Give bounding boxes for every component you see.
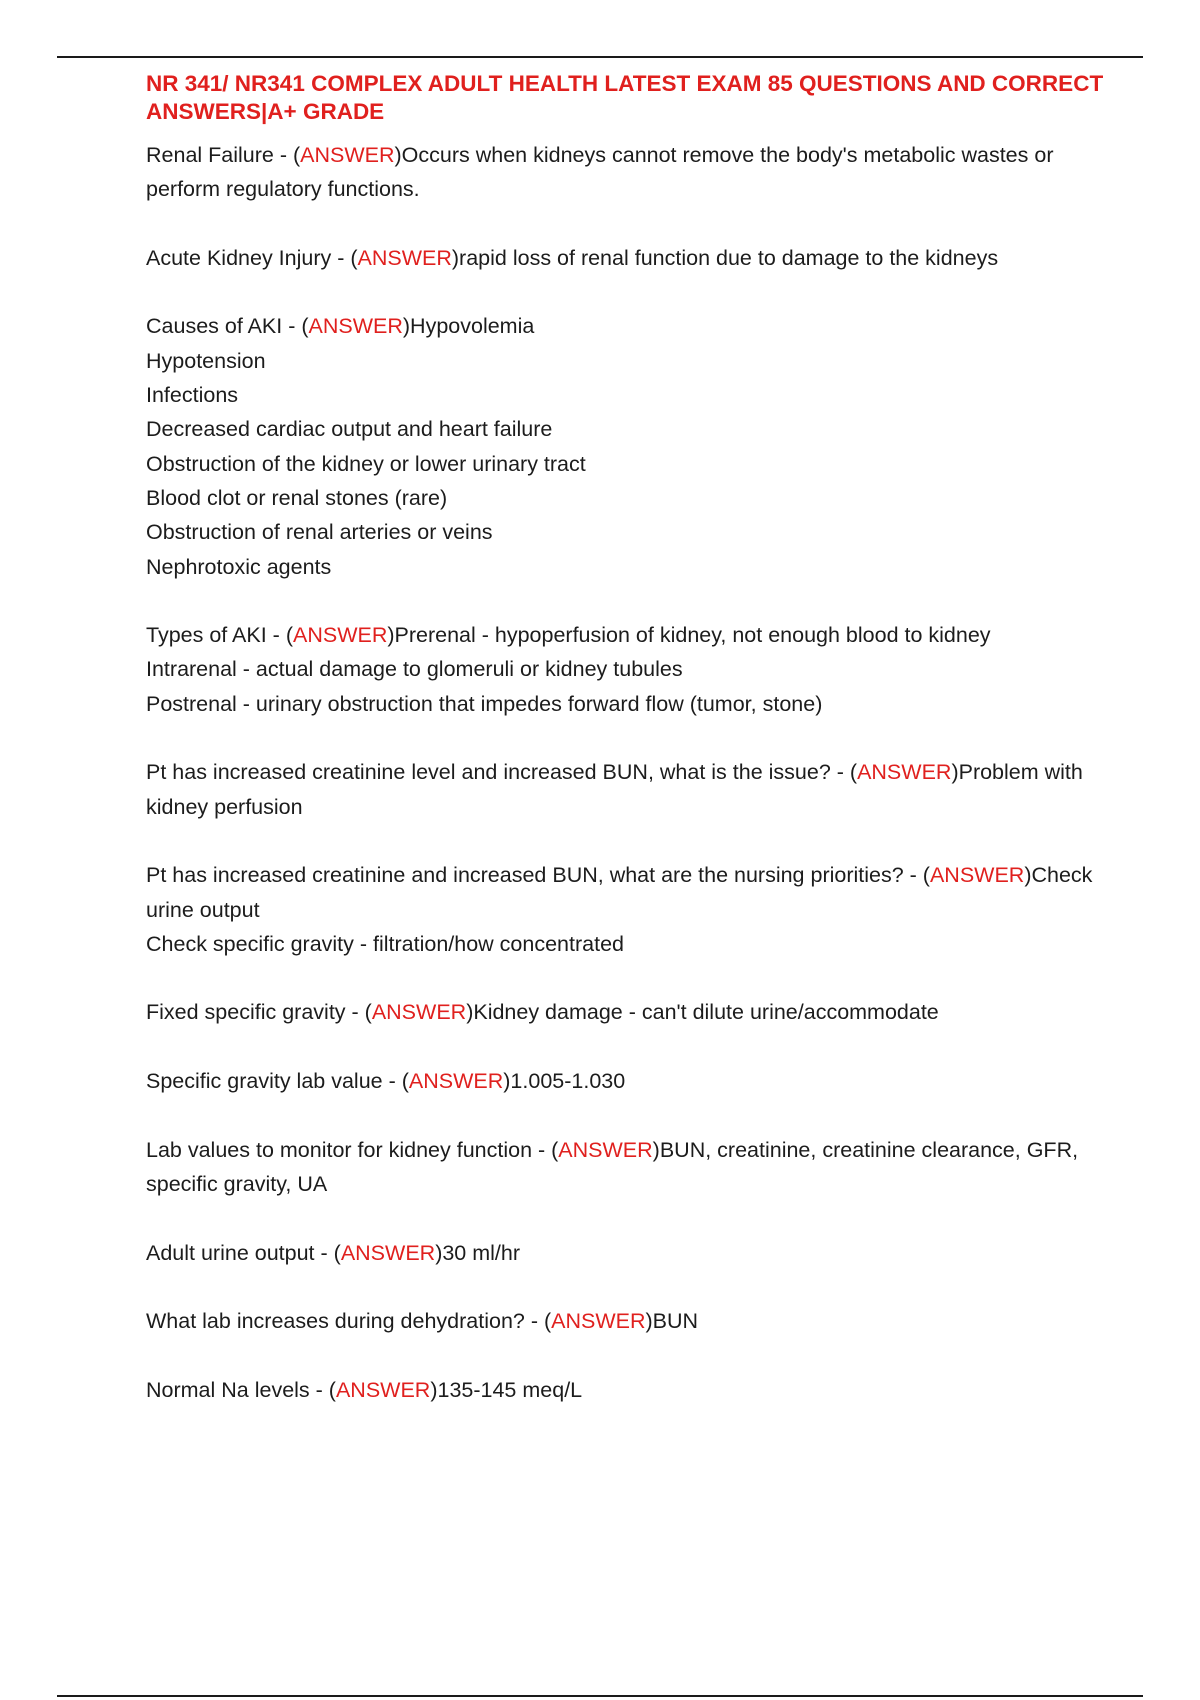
answer-text: )Hypovolemia <box>402 314 535 339</box>
qa-first-line <box>146 755 1106 824</box>
question-text: Adult urine output - ( <box>146 1240 341 1265</box>
qa-item <box>146 138 1106 207</box>
qa-item <box>146 1304 1106 1338</box>
qa-item <box>146 858 1106 961</box>
answer-continuation-line: Nephrotoxic agents <box>146 554 332 579</box>
qa-item <box>146 618 1106 721</box>
answer-label: ANSWER <box>551 1309 646 1334</box>
qa-item <box>146 1133 1106 1202</box>
qa-item <box>146 309 1106 583</box>
qa-first-line <box>146 995 1106 1029</box>
answer-label: ANSWER <box>558 1137 653 1162</box>
document-title: NR 341/ NR341 COMPLEX ADULT HEALTH LATEST EXAM 85 QUESTIONS AND CORRECT ANSWERS|A+ GRADE <box>146 71 1104 124</box>
answer-continuation-line: Blood clot or renal stones (rare) <box>146 485 448 510</box>
answer-continuation-line: Postrenal - urinary obstruction that impedes forward flow (tumor, stone) <box>146 691 823 716</box>
answer-continuation-line: Infections <box>146 383 239 408</box>
qa-first-line <box>146 1064 1106 1098</box>
qa-list <box>146 138 1106 1407</box>
answer-label: ANSWER <box>857 760 952 785</box>
question-text: Renal Failure - ( <box>146 143 301 167</box>
question-text: Lab values to monitor for kidney function - ( <box>146 1137 559 1162</box>
answer-text: )Kidney damage - can't dilute urine/accommodate <box>466 1000 939 1025</box>
answer-text: )Check urine output <box>146 863 1093 922</box>
answer-text: )Problem with kidney perfusion <box>146 760 1083 819</box>
question-text: Pt has increased creatinine and increased BUN, what are the nursing priorities? - ( <box>146 863 930 888</box>
qa-first-line <box>146 309 1106 343</box>
answer-continuation-line: Check specific gravity - filtration/how concentrated <box>146 931 624 956</box>
answer-label: ANSWER <box>929 863 1025 888</box>
answer-label: ANSWER <box>300 143 395 167</box>
answer-continuation-line: Obstruction of renal arteries or veins <box>146 520 493 545</box>
answer-label: ANSWER <box>335 1377 431 1402</box>
question-text: Acute Kidney Injury - ( <box>146 245 358 270</box>
question-text: Normal Na levels - ( <box>146 1377 336 1402</box>
question-text: Types of AKI - ( <box>146 623 293 648</box>
qa-item <box>146 995 1106 1029</box>
answer-label: ANSWER <box>371 1000 467 1025</box>
qa-first-line <box>146 1236 1106 1270</box>
qa-first-line <box>146 241 1106 275</box>
answer-text: )BUN, creatinine, creatinine clearance, GFR, specific gravity, UA <box>146 1137 1079 1196</box>
document-body <box>146 70 1106 1441</box>
answer-continuation-line: Hypotension <box>146 348 266 373</box>
question-text: What lab increases during dehydration? - ( <box>146 1309 552 1334</box>
qa-item <box>146 241 1106 275</box>
answer-label: ANSWER <box>292 623 388 648</box>
header-rule <box>57 56 1143 58</box>
answer-text: )Prerenal - hypoperfusion of kidney, not enough blood to kidney <box>387 623 991 648</box>
answer-text: )rapid loss of renal function due to damage to the kidneys <box>451 245 999 270</box>
answer-text: )135-145 meq/L <box>430 1377 583 1402</box>
footer-rule <box>57 1695 1143 1697</box>
qa-first-line <box>146 1373 1106 1407</box>
qa-first-line <box>146 858 1106 927</box>
qa-first-line <box>146 618 1106 652</box>
answer-label: ANSWER <box>308 314 403 339</box>
qa-first-line <box>146 1133 1106 1202</box>
answer-label: ANSWER <box>340 1240 436 1265</box>
answer-text: )1.005-1.030 <box>503 1069 626 1094</box>
qa-item <box>146 755 1106 824</box>
answer-text: )BUN <box>645 1309 699 1334</box>
question-text: Fixed specific gravity - ( <box>146 1000 372 1025</box>
qa-item <box>146 1064 1106 1098</box>
answer-label: ANSWER <box>408 1069 504 1094</box>
answer-label: ANSWER <box>357 245 452 270</box>
qa-first-line <box>146 138 1106 207</box>
answer-continuation-line: Intrarenal - actual damage to glomeruli or kidney tubules <box>146 657 683 682</box>
question-text: Specific gravity lab value - ( <box>146 1069 409 1094</box>
answer-text: )30 ml/hr <box>435 1240 521 1265</box>
answer-continuation-line: Decreased cardiac output and heart failure <box>146 417 553 442</box>
qa-item <box>146 1373 1106 1407</box>
qa-item <box>146 1236 1106 1270</box>
answer-text: )Occurs when kidneys cannot remove the body's metabolic wastes or perform regulatory functions. <box>146 143 1054 202</box>
question-text: Pt has increased creatinine level and increased BUN, what is the issue? - ( <box>146 760 858 785</box>
qa-first-line <box>146 1304 1106 1338</box>
question-text: Causes of AKI - ( <box>146 314 309 339</box>
answer-continuation-line: Obstruction of the kidney or lower urinary tract <box>146 451 586 476</box>
